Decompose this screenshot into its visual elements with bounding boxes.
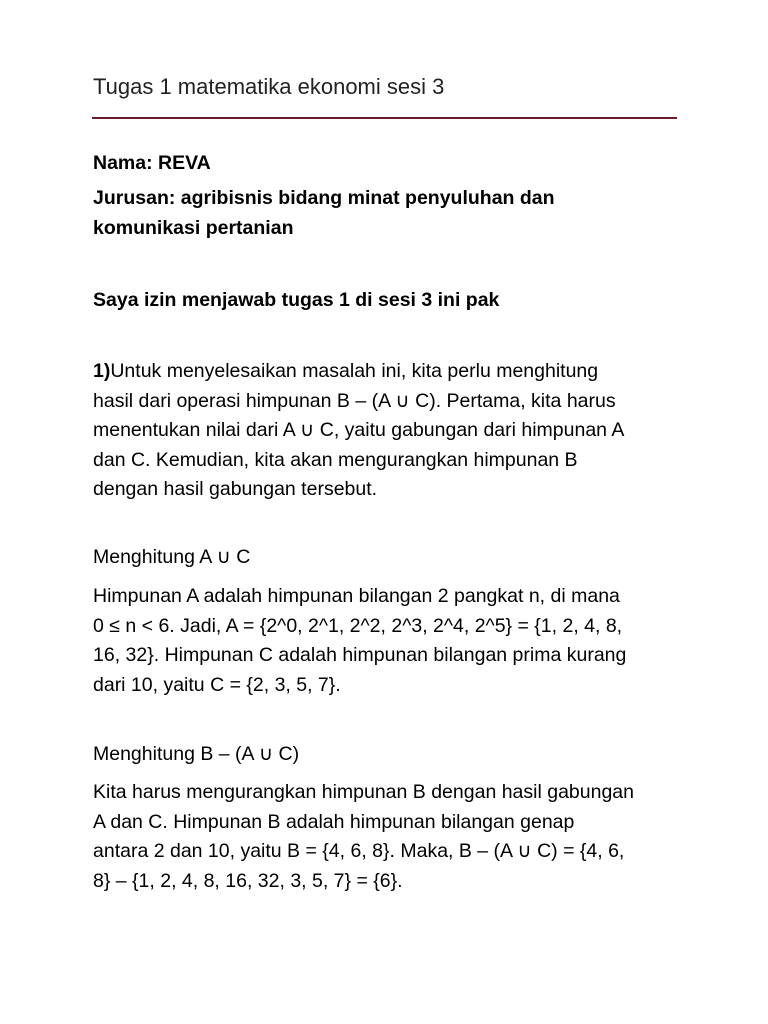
answer-1-line-4: dan C. Kemudian, kita akan mengurangkan himpunan B xyxy=(93,448,578,471)
answer-1-line-1 xyxy=(93,357,683,387)
major-line-1: Jurusan: agribisnis bidang minat penyuluhan dan xyxy=(93,187,555,209)
student-major xyxy=(93,184,683,243)
answer-1-line-5: dengan hasil gabungan tersebut. xyxy=(93,478,378,500)
difference-line-3: antara 2 dan 10, yaitu B = {4, 6, 8}. Maka, B – (A ∪ C) = {4, 6, xyxy=(93,840,625,862)
title-divider xyxy=(92,117,677,119)
union-line-4: dari 10, yaitu C = {2, 3, 5, 7}. xyxy=(93,673,341,696)
difference-line-4: 8} – {1, 2, 4, 8, 16, 32, 3, 5, 7} = {6}. xyxy=(93,869,403,892)
major-line-2: komunikasi pertanian xyxy=(93,216,294,239)
document-title: Tugas 1 matematika ekonomi sesi 3 xyxy=(93,74,445,99)
permission-statement: Saya izin menjawab tugas 1 di sesi 3 ini pak xyxy=(93,289,500,311)
answer-1-line-2: hasil dari operasi himpunan B – (A ∪ C). Pertama, kita harus xyxy=(93,389,616,412)
union-line-3: 16, 32}. Himpunan C adalah himpunan bilangan prima kurang xyxy=(93,644,627,666)
student-name: Nama: REVA xyxy=(93,152,211,174)
union-paragraph xyxy=(93,582,683,700)
union-line-1: Himpunan A adalah himpunan bilangan 2 pangkat n, di mana xyxy=(93,585,620,607)
answer-1-line-3: menentukan nilai dari A ∪ C, yaitu gabungan dari himpunan A xyxy=(93,419,625,441)
union-heading: Menghitung A ∪ C xyxy=(93,546,251,568)
difference-line-1: Kita harus mengurangkan himpunan B dengan hasil gabungan xyxy=(93,781,634,803)
answer-number: 1) xyxy=(93,360,111,382)
difference-paragraph xyxy=(93,778,683,896)
answer-1-paragraph xyxy=(93,357,683,505)
answer-1-line-1-text: Untuk menyelesaikan masalah ini, kita perlu menghitung xyxy=(110,360,599,382)
difference-line-2: A dan C. Himpunan B adalah himpunan bilangan genap xyxy=(93,810,575,833)
difference-heading: Menghitung B – (A ∪ C) xyxy=(93,743,300,765)
union-line-2: 0 ≤ n < 6. Jadi, A = {2^0, 2^1, 2^2, 2^3, 2^4, 2^5} = {1, 2, 4, 8, xyxy=(93,614,623,637)
